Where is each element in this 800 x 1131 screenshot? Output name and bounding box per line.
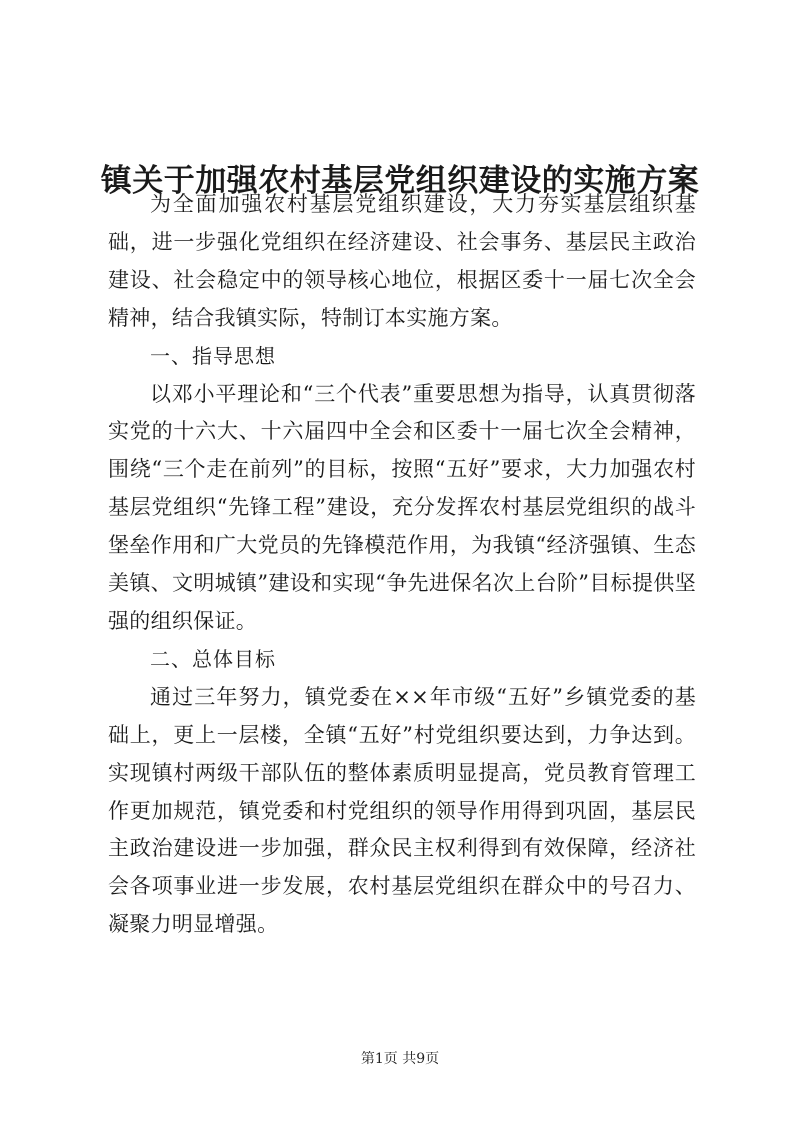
section-body-guiding-thought: 以邓小平理论和“三个代表”重要思想为指导，认真贯彻落实党的十六大、十六届四中全会和区委十一届七次全会精神，围绕“三个走在前列”的目标，按照“五好”要求，大力加强农村基层党组织“先锋工程”建设，充分发挥农村基层党组织的战斗堡垒作用和广大党员的先锋模范作用，为我镇“经济强镇、生态美镇、文明城镇”建设和实现“争先进保名次上台阶”目标提供坚强的组织保证。	[108, 381, 696, 633]
section-heading-guiding-thought: 一、指导思想	[150, 343, 276, 368]
document-body	[108, 186, 696, 944]
document-title: 镇关于加强农村基层党组织建设的实施方案	[100, 162, 700, 199]
section-body-overall-goal: 通过三年努力，镇党委在××年市级“五好”乡镇党委的基础上，更上一层楼，全镇“五好”村党组织要达到，力争达到。实现镇村两级干部队伍的整体素质明显提高，党员教育管理工作更加规范，镇党委和村党组织的领导作用得到巩固，基层民主政治建设进一步加强，群众民主权利得到有效保障，经济社会各项事业进一步发展，农村基层党组织在群众中的号召力、凝聚力明显增强。	[108, 684, 696, 937]
page-footer: 第1页 共9页	[360, 1051, 440, 1067]
intro-paragraph: 为全面加强农村基层党组织建设，大力夯实基层组织基础，进一步强化党组织在经济建设、社会事务、基层民主政治建设、社会稳定中的领导核心地位，根据区委十一届七次全会精神，结合我镇实际，特制订本实施方案。	[108, 192, 696, 330]
section-heading-overall-goal: 二、总体目标	[150, 646, 276, 671]
